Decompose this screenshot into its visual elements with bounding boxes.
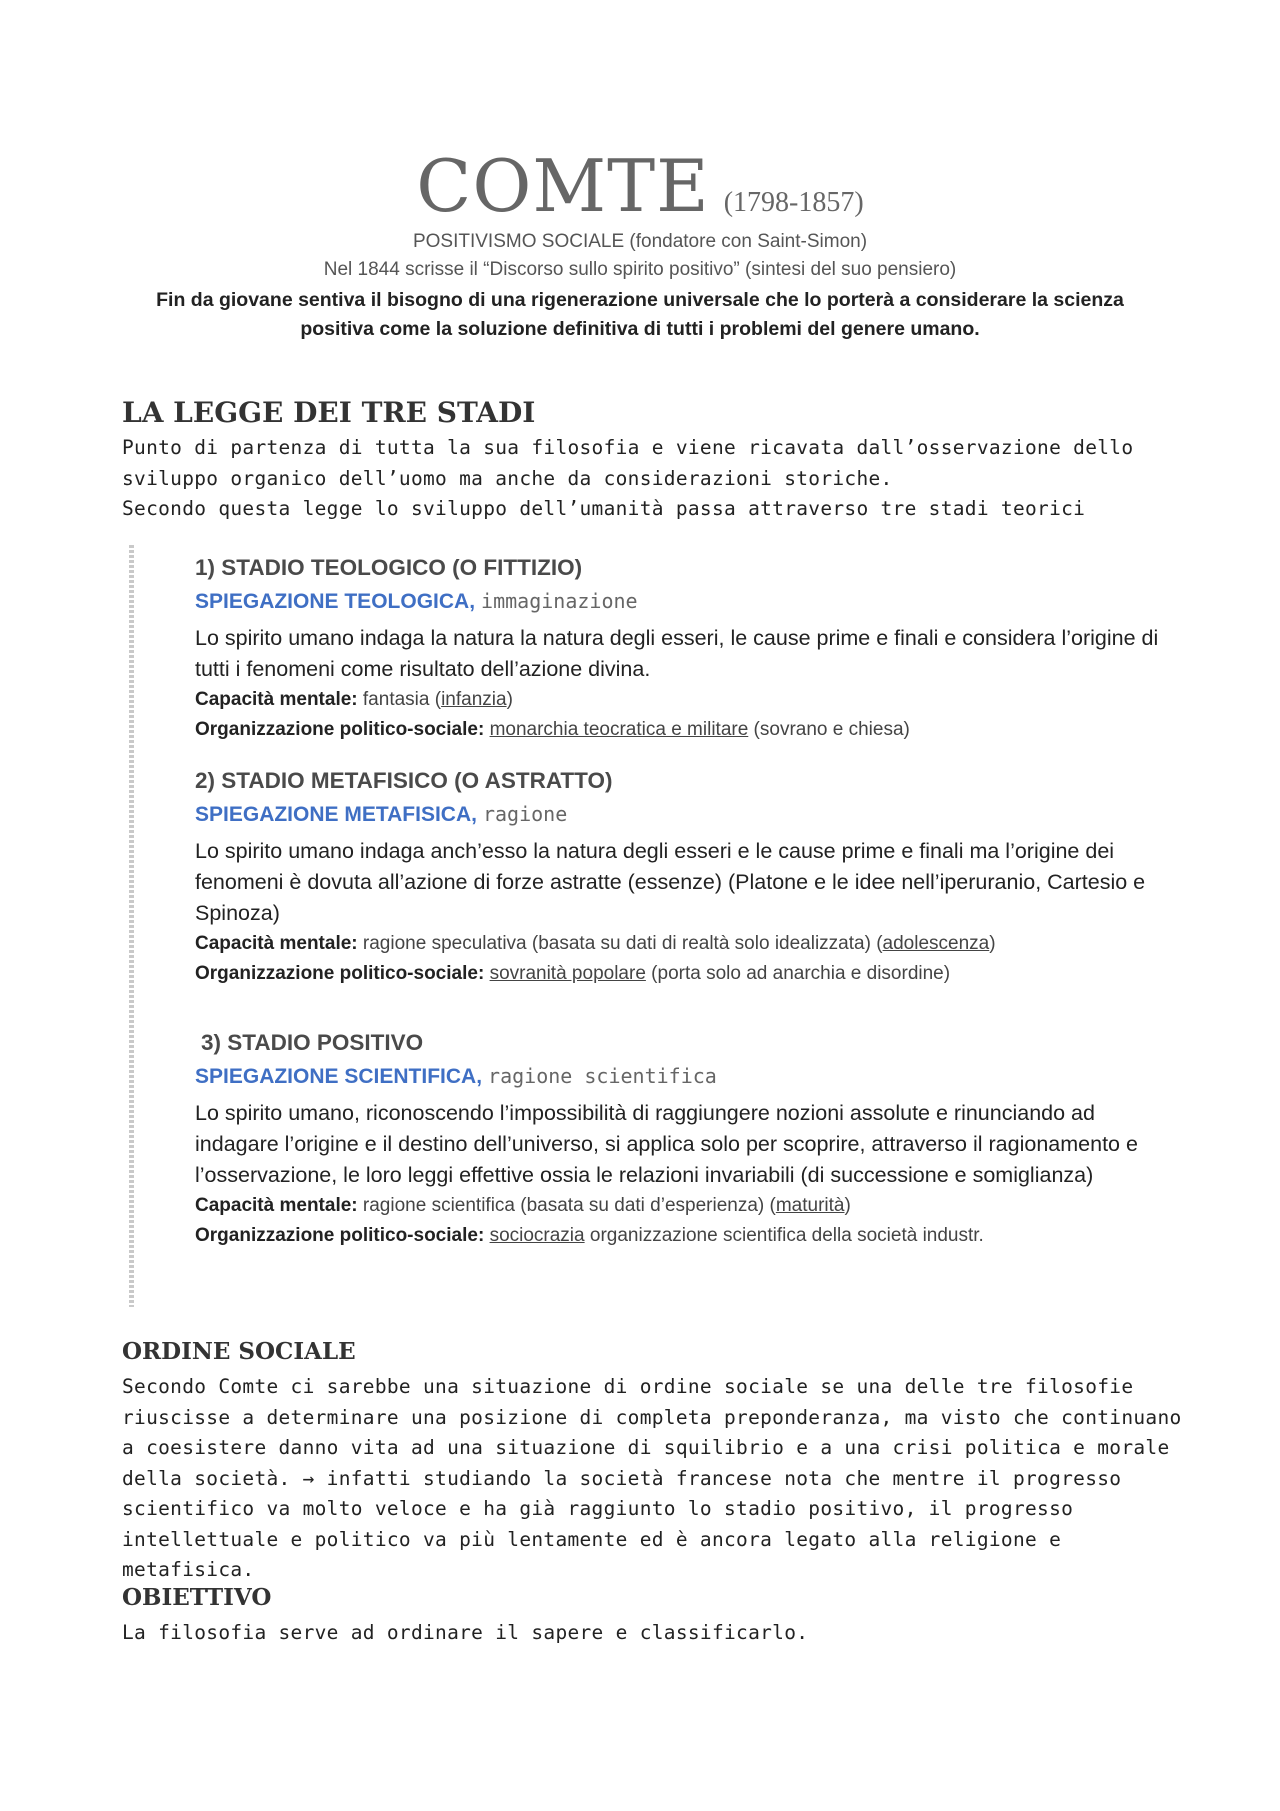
organizzazione-link: monarchia teocratica e militare xyxy=(489,719,749,740)
quote-bar xyxy=(129,545,134,1307)
page-title: COMTE xyxy=(416,144,710,228)
stage-description: Lo spirito umano, riconoscendo l’impossibilità di raggiungere nozioni assolute e rinunciando ad indagare l’origine e il destino dell’universo, si applica solo per scoprire, attraverso il ragionamento e l’osservazione, le loro leggi effettive ossia le relazioni invariabili (di successione e somiglianza) xyxy=(195,1101,1138,1187)
subtitle: POSITIVISMO SOCIALE (fondatore con Saint-Simon) xyxy=(412,231,868,252)
stage-metafisico xyxy=(195,765,1195,989)
section-title-legge: LA LEGGE DEI TRE STADI xyxy=(122,396,536,429)
capacita-link: adolescenza xyxy=(882,933,990,954)
organizzazione-line xyxy=(195,715,1195,745)
stage-description: Lo spirito umano indaga anch’esso la natura degli esseri e le cause prime e finali ma l’origine dei fenomeni è dovuta all’azione di forze astratte (essenze) (Platone e le idee nell’iperuranio, Cartesio e Spinoza) xyxy=(195,839,1146,925)
spiegazione-label: SPIEGAZIONE TEOLOGICA, xyxy=(195,590,476,613)
capacita-line xyxy=(195,1191,1195,1221)
spiegazione-value: immaginazione xyxy=(481,589,638,613)
section-title-obiettivo: OBIETTIVO xyxy=(122,1584,272,1611)
capacita-label: Capacità mentale: xyxy=(195,689,358,710)
stage-positivo xyxy=(195,1027,1195,1251)
capacita-label: Capacità mentale: xyxy=(195,933,358,954)
capacita-line xyxy=(195,929,1195,959)
stage-title: 2) STADIO METAFISICO (O ASTRATTO) xyxy=(195,768,613,793)
capacita-line xyxy=(195,685,1195,715)
document-header xyxy=(0,144,1280,344)
organizzazione-after: (sovrano e chiesa) xyxy=(748,719,910,740)
organizzazione-after: organizzazione scientifica della società industr. xyxy=(584,1225,984,1246)
organizzazione-label: Organizzazione politico-sociale: xyxy=(195,719,485,740)
obiettivo-paragraph: La filosofia serve ad ordinare il sapere e classificarlo. xyxy=(122,1621,809,1644)
capacita-link: maturità xyxy=(775,1195,845,1216)
organizzazione-line xyxy=(195,1221,1195,1251)
spiegazione-value: ragione xyxy=(482,802,568,826)
capacita-after: ) xyxy=(989,933,996,954)
stage-description: Lo spirito umano indaga la natura la natura degli esseri, le cause prime e finali e considera l’origine di tutti i fenomeni come risultato dell’azione divina. xyxy=(195,626,1159,681)
capacita-after: ) xyxy=(844,1195,851,1216)
subtitle-2: Nel 1844 scrisse il “Discorso sullo spirito positivo” (sintesi del suo pensiero) xyxy=(323,259,957,280)
stage-title: 3) STADIO POSITIVO xyxy=(201,1030,424,1055)
spiegazione-value: ragione scientifica xyxy=(488,1064,717,1088)
legge-paragraph xyxy=(122,433,1182,525)
capacita-text: ragione speculativa (basata su dati di realtà solo idealizzata) ( xyxy=(362,933,883,954)
stage-teologico xyxy=(195,552,1195,745)
ordine-paragraph: Secondo Comte ci sarebbe una situazione di ordine sociale se una delle tre filosofie riuscisse a determinare una posizione di completa preponderanza, ma visto che continuano a coesistere danno vita ad una situazione di squilibrio e a una crisi politica e morale della società. → infatti studiando la società francese nota che mentre il progresso scientifico va molto veloce e ha già raggiunto lo stadio positivo, il progresso intellettuale e politico va più lentamente ed è ancora legato alla religione e metafisica. xyxy=(122,1375,1182,1581)
legge-paragraph-1: Punto di partenza di tutta la sua filosofia e viene ricavata dall’osservazione dello sviluppo organico dell’uomo ma anche da considerazioni storiche. xyxy=(122,436,1134,490)
capacita-after: ) xyxy=(506,689,513,710)
stage-spiegazione xyxy=(195,584,1195,621)
spiegazione-label: SPIEGAZIONE SCIENTIFICA, xyxy=(195,1065,483,1088)
organizzazione-label: Organizzazione politico-sociale: xyxy=(195,1225,485,1246)
title-dates: (1798-1857) xyxy=(723,187,864,218)
spiegazione-label: SPIEGAZIONE METAFISICA, xyxy=(195,803,477,826)
organizzazione-label: Organizzazione politico-sociale: xyxy=(195,963,485,984)
capacita-label: Capacità mentale: xyxy=(195,1195,358,1216)
capacita-link: infanzia xyxy=(441,689,507,710)
organizzazione-after: (porta solo ad anarchia e disordine) xyxy=(645,963,951,984)
stage-spiegazione xyxy=(195,1059,1195,1096)
section-title-ordine: ORDINE SOCIALE xyxy=(122,1338,356,1365)
organizzazione-link: sovranità popolare xyxy=(489,963,646,984)
capacita-text: fantasia ( xyxy=(362,689,442,710)
title-line xyxy=(0,144,1280,228)
capacita-text: ragione scientifica (basata su dati d’esperienza) ( xyxy=(362,1195,776,1216)
stage-title: 1) STADIO TEOLOGICO (O FITTIZIO) xyxy=(195,555,583,580)
legge-paragraph-2: Secondo questa legge lo sviluppo dell’umanità passa attraverso tre stadi teorici xyxy=(122,497,1086,520)
organizzazione-link: sociocrazia xyxy=(489,1225,585,1246)
stage-spiegazione xyxy=(195,797,1195,834)
intro-paragraph: Fin da giovane sentiva il bisogno di una rigenerazione universale che lo porterà a considerare la scienza positiva come la soluzione definitiva di tutti i problemi del genere umano. xyxy=(156,289,1124,340)
organizzazione-line xyxy=(195,959,1195,989)
